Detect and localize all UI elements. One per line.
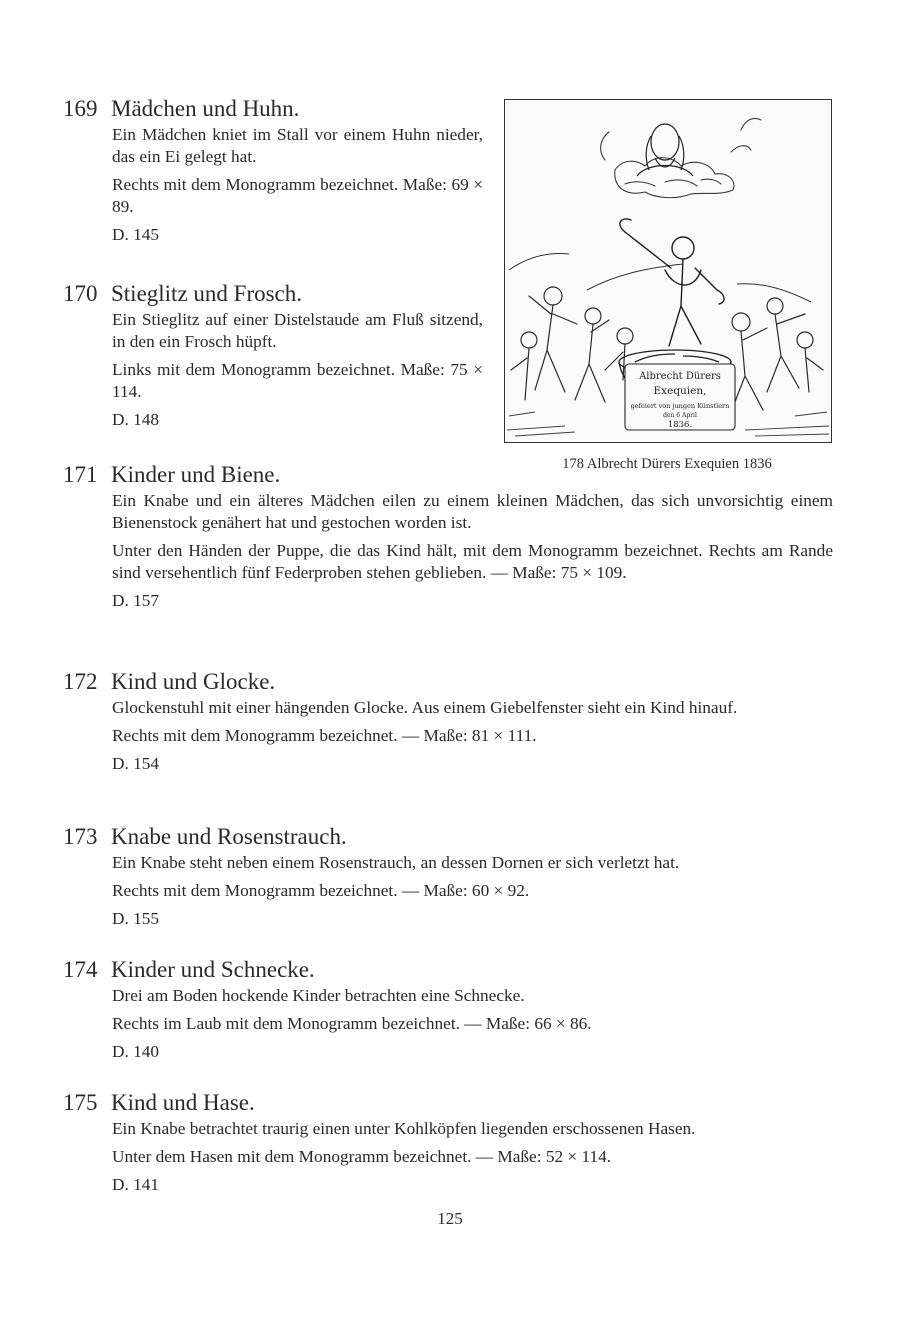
inscription-line: Exequien, <box>653 385 707 397</box>
entry-body <box>112 852 833 930</box>
entry-heading <box>63 955 833 985</box>
entry-signature-and-size: Unter den Händen der Puppe, die das Kind hält, mit dem Monogramm bezeichnet. Rechts am Rande sind versehentlich fünf Federproben stehen geblieben. — Maße: 75 × 109. <box>112 541 833 582</box>
etching-artwork <box>505 100 831 442</box>
catalog-entry-171 <box>63 460 833 612</box>
entry-number: 174 <box>63 957 98 982</box>
inscription-line: gefeiert von jungen Künstlern <box>630 402 730 410</box>
page-number: 125 <box>437 1209 463 1228</box>
entry-title: Kinder und Biene. <box>111 462 281 487</box>
entry-signature-and-size: Rechts im Laub mit dem Monogramm bezeichnet. — Maße: 66 × 86. <box>112 1014 592 1033</box>
entry-description: Ein Knabe steht neben einem Rosenstrauch, an dessen Dornen er sich verletzt hat. <box>112 853 680 872</box>
entry-signature-and-size: Links mit dem Monogramm bezeichnet. Maße: 75 × 114. <box>112 360 483 401</box>
entry-description: Drei am Boden hockende Kinder betrachten eine Schnecke. <box>112 986 525 1005</box>
entry-number: 173 <box>63 824 98 849</box>
entry-body <box>112 309 483 431</box>
entry-number: 171 <box>63 462 98 487</box>
entry-reference: D. 140 <box>112 1042 160 1061</box>
entry-heading <box>63 94 483 124</box>
entry-signature-and-size: Rechts mit dem Monogramm bezeichnet. Maße: 69 × 89. <box>112 175 483 216</box>
entry-description: Ein Stieglitz auf einer Distelstaude am Fluß sitzend, in den ein Frosch hüpft. <box>112 310 483 351</box>
inscription-line: den 6 April <box>663 412 697 419</box>
entry-description: Ein Mädchen kniet im Stall vor einem Huhn nieder, das ein Ei gelegt hat. <box>112 125 483 166</box>
entry-reference: D. 157 <box>112 591 160 610</box>
entry-reference: D. 148 <box>112 410 160 429</box>
entry-title: Stieglitz und Frosch. <box>111 281 303 306</box>
entry-heading <box>63 667 833 697</box>
entry-signature-and-size: Rechts mit dem Monogramm bezeichnet. — Maße: 60 × 92. <box>112 881 530 900</box>
catalog-entry-170 <box>63 279 483 431</box>
entry-description: Ein Knabe und ein älteres Mädchen eilen zu einem kleinen Mädchen, das sich unvorsichtig einem Bienenstock genähert hat und gestochen worden ist. <box>112 491 833 532</box>
entry-title: Knabe und Rosenstrauch. <box>111 824 347 849</box>
entry-heading <box>63 1088 833 1118</box>
entry-body <box>112 697 833 775</box>
entry-title: Kind und Hase. <box>111 1090 255 1115</box>
catalog-entry-169 <box>63 94 483 246</box>
entry-heading <box>63 822 833 852</box>
entry-signature-and-size: Unter dem Hasen mit dem Monogramm bezeichnet. — Maße: 52 × 114. <box>112 1147 612 1166</box>
entry-reference: D. 141 <box>112 1175 160 1194</box>
figure-illustration <box>504 99 832 443</box>
entry-signature-and-size: Rechts mit dem Monogramm bezeichnet. — Maße: 81 × 111. <box>112 726 537 745</box>
entry-body <box>112 985 833 1063</box>
entry-number: 169 <box>63 96 98 121</box>
entry-number: 170 <box>63 281 98 306</box>
entry-number: 172 <box>63 669 98 694</box>
catalog-entry-173 <box>63 822 833 930</box>
entry-heading <box>63 279 483 309</box>
catalog-entry-172 <box>63 667 833 775</box>
inscription-line: Albrecht Dürers <box>639 371 721 382</box>
inscription-line: 1836. <box>667 420 693 430</box>
entry-body <box>112 490 833 612</box>
entry-title: Kinder und Schnecke. <box>111 957 315 982</box>
entry-title: Mädchen und Huhn. <box>111 96 300 121</box>
entry-title: Kind und Glocke. <box>111 669 276 694</box>
entry-body <box>112 124 483 246</box>
entry-number: 175 <box>63 1090 98 1115</box>
entry-description: Ein Knabe betrachtet traurig einen unter Kohlköpfen liegenden erschossenen Hasen. <box>112 1119 696 1138</box>
catalog-entry-174 <box>63 955 833 1063</box>
entry-description: Glockenstuhl mit einer hängenden Glocke. Aus einem Giebelfenster sieht ein Kind hinauf. <box>112 698 738 717</box>
figure-caption: 178 Albrecht Dürers Exequien 1836 <box>562 456 772 472</box>
entry-reference: D. 155 <box>112 909 160 928</box>
catalog-entry-175 <box>63 1088 833 1196</box>
entry-reference: D. 145 <box>112 225 160 244</box>
entry-body <box>112 1118 833 1196</box>
entry-reference: D. 154 <box>112 754 160 773</box>
